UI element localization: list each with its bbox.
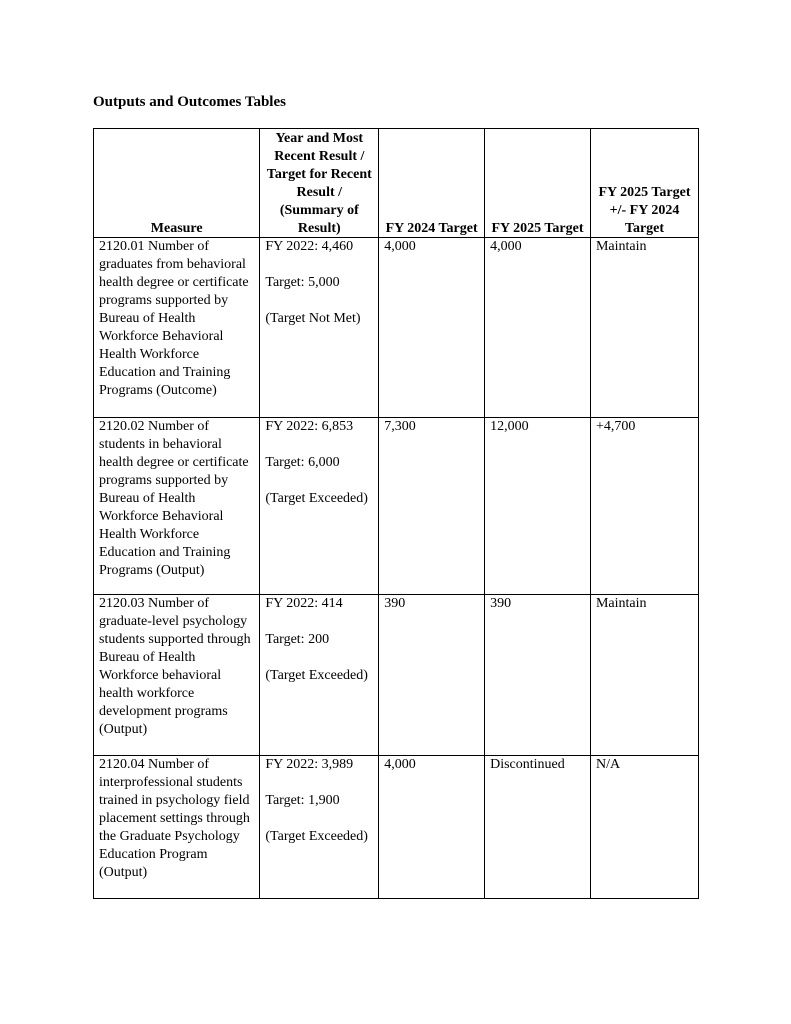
- header-result: Year and Most Recent Result / Target for Recent Result / (Summary of Result): [260, 129, 379, 238]
- target-difference-cell: N/A: [590, 756, 698, 899]
- header-target-difference: FY 2025 Target +/- FY 2024 Target: [590, 129, 698, 238]
- result-summary: (Target Exceeded): [265, 829, 368, 845]
- result-target: Target: 5,000: [265, 275, 340, 291]
- outcomes-table: [93, 128, 699, 899]
- result-cell: [260, 595, 379, 756]
- measure-cell: 2120.03 Number of graduate-level psychology students supported through Bureau of Health Workforce behavioral health workforce development programs (Output): [94, 595, 260, 756]
- page-title: Outputs and Outcomes Tables: [93, 94, 286, 110]
- fy2024-target-cell: 4,000: [379, 756, 485, 899]
- result-year: FY 2022: 6,853: [265, 419, 354, 435]
- result-summary: (Target Exceeded): [265, 668, 368, 684]
- target-difference-cell: Maintain: [590, 595, 698, 756]
- header-fy2024-target: FY 2024 Target: [379, 129, 485, 238]
- fy2025-target-cell: 390: [485, 595, 591, 756]
- result-cell: [260, 756, 379, 899]
- fy2025-target-cell: 4,000: [485, 238, 591, 418]
- result-target: Target: 200: [265, 632, 330, 648]
- result-summary: (Target Exceeded): [265, 491, 368, 507]
- result-year: FY 2022: 4,460: [265, 239, 354, 255]
- table-row: [94, 418, 699, 595]
- fy2024-target-cell: 7,300: [379, 418, 485, 595]
- result-summary: (Target Not Met): [265, 311, 361, 327]
- result-cell: [260, 238, 379, 418]
- table-row: [94, 238, 699, 418]
- result-year: FY 2022: 3,989: [265, 757, 354, 773]
- table-header-row: [94, 129, 699, 238]
- target-difference-cell: +4,700: [590, 418, 698, 595]
- table-row: [94, 756, 699, 899]
- measure-cell: 2120.02 Number of students in behavioral health degree or certificate programs supported by Bureau of Health Workforce Behavioral Health Workforce Education and Training Programs (Output): [94, 418, 260, 595]
- result-target: Target: 1,900: [265, 793, 340, 809]
- header-measure: Measure: [94, 129, 260, 238]
- fy2025-target-cell: Discontinued: [485, 756, 591, 899]
- measure-cell: 2120.01 Number of graduates from behavioral health degree or certificate programs supported by Bureau of Health Workforce Behavioral Health Workforce Education and Training Programs (Outcome): [94, 238, 260, 418]
- fy2025-target-cell: 12,000: [485, 418, 591, 595]
- table-row: [94, 595, 699, 756]
- result-cell: [260, 418, 379, 595]
- fy2024-target-cell: 390: [379, 595, 485, 756]
- result-year: FY 2022: 414: [265, 596, 343, 612]
- result-target: Target: 6,000: [265, 455, 340, 471]
- target-difference-cell: Maintain: [590, 238, 698, 418]
- header-fy2025-target: FY 2025 Target: [485, 129, 591, 238]
- fy2024-target-cell: 4,000: [379, 238, 485, 418]
- measure-cell: 2120.04 Number of interprofessional students trained in psychology field placement settings through the Graduate Psychology Education Program (Output): [94, 756, 260, 899]
